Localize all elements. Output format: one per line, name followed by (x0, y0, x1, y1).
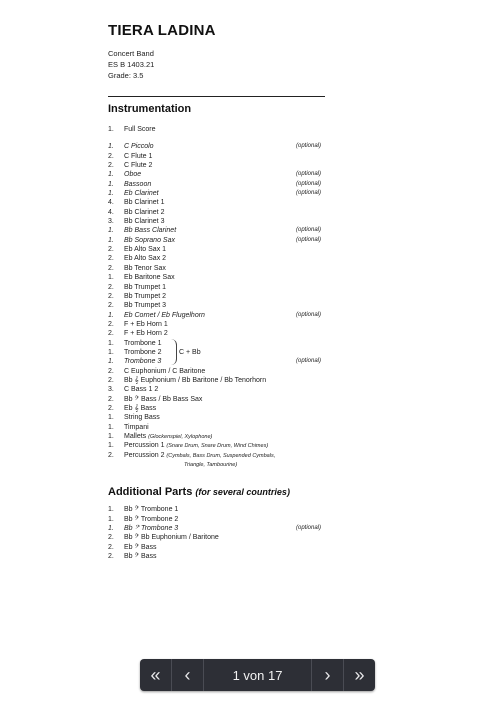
part-row (108, 301, 338, 310)
part-name-cell (124, 320, 168, 329)
part-row (108, 311, 338, 320)
optional-label: (optional) (296, 190, 322, 197)
part-row (108, 357, 338, 366)
trombone-key-label: C + Bb (179, 348, 201, 356)
part-name: Bb Trumpet 1 (124, 283, 167, 291)
instrumentation-heading: Instrumentation (108, 103, 192, 115)
part-name: Eb Clarinet (124, 190, 159, 198)
part-count: 1. (108, 414, 114, 422)
first-page-button[interactable] (140, 659, 172, 691)
chevron-right-icon: › (324, 664, 331, 685)
optional-label: (optional) (296, 180, 322, 187)
optional-label: (optional) (296, 143, 322, 150)
part-count: 3. (108, 386, 114, 394)
part-count: 1. (108, 433, 114, 440)
part-count: 1. (108, 180, 114, 188)
part-name-cell (124, 376, 266, 385)
part-name: Bb Bass Clarinet (124, 227, 177, 235)
part-name-cell (124, 460, 237, 470)
optional-label: (optional) (296, 311, 322, 318)
part-name-cell (124, 533, 219, 542)
part-count: 1. (108, 190, 114, 198)
part-row (108, 505, 338, 514)
part-row (108, 395, 338, 404)
part-count: 1. (108, 339, 114, 347)
additional-parts-title: Additional Parts (108, 486, 193, 499)
part-name: Eb Cornet / Eb Flugelhorn (124, 311, 205, 319)
part-name-cell (124, 170, 141, 179)
part-name: F + Eb Horn 2 (124, 330, 168, 338)
part-count: 1. (108, 442, 114, 450)
part-name: Percussion 2 (124, 451, 165, 459)
part-count: 2. (108, 330, 114, 338)
part-name: Bb 𝄢 Bb Euphonium / Baritone (124, 534, 219, 542)
part-count: 1. (108, 274, 114, 282)
part-name: C Flute 2 (124, 162, 153, 170)
part-row (108, 451, 338, 460)
part-count: 2. (108, 255, 114, 263)
part-count: 1. (108, 143, 114, 151)
part-row (108, 385, 338, 394)
meta-catalog-number: ES B 1403.21 (108, 60, 155, 69)
part-row (108, 404, 338, 413)
part-name-cell (124, 367, 205, 376)
part-row (108, 254, 338, 263)
part-name: Trombone 1 (124, 339, 162, 347)
part-name: Bb Tenor Sax (124, 264, 166, 272)
part-row (108, 283, 338, 292)
part-name: Eb Baritone Sax (124, 274, 175, 282)
part-name-cell (124, 385, 158, 394)
part-name-cell (124, 273, 175, 282)
part-row (108, 423, 338, 432)
part-count: 2. (108, 534, 114, 542)
part-name: Trombone 2 (124, 348, 162, 356)
part-name: Oboe (124, 171, 142, 179)
optional-label: (optional) (296, 358, 322, 365)
part-count: 2. (108, 451, 114, 459)
part-row (108, 189, 338, 198)
part-name-cell (124, 339, 161, 348)
part-row (108, 264, 338, 273)
part-row (108, 533, 338, 542)
part-count: 2. (108, 320, 114, 328)
part-name: Bb 𝄢 Bass (124, 553, 157, 561)
part-count: 1. (108, 506, 114, 514)
part-name-cell (124, 423, 149, 432)
part-row (108, 432, 338, 441)
part-name-cell (124, 180, 151, 189)
part-row (108, 441, 338, 450)
part-count: 3. (108, 218, 114, 226)
part-row (108, 515, 338, 524)
part-name-cell (124, 329, 168, 338)
part-name-cell (124, 142, 154, 151)
part-row (108, 292, 338, 301)
part-count: 2. (108, 302, 114, 310)
part-name: Bassoon (124, 180, 152, 188)
part-name-cell (124, 515, 178, 524)
part-count: 2. (108, 152, 114, 160)
part-row (108, 524, 338, 533)
additional-parts-subtitle: (for several countries) (195, 487, 290, 498)
part-name-cell (124, 264, 166, 273)
part-name-cell (124, 292, 166, 301)
part-name-cell (124, 311, 205, 320)
part-row (108, 320, 338, 329)
part-count: 1. (108, 311, 114, 319)
part-name: Bb Clarinet 3 (124, 218, 165, 226)
part-name-cell (124, 254, 166, 263)
last-page-button[interactable] (343, 659, 375, 691)
part-row (108, 367, 338, 376)
part-name: Timpani (124, 423, 149, 431)
page-navigation-bar (140, 659, 375, 691)
part-name: Bb Clarinet 1 (124, 199, 165, 207)
meta-ensemble: Concert Band (108, 49, 154, 58)
part-name: Percussion 1 (124, 442, 165, 450)
part-name: C Piccolo (124, 143, 154, 151)
part-name-cell (124, 505, 178, 514)
part-count: 1. (108, 358, 114, 366)
part-name-cell (124, 161, 152, 170)
part-row (108, 180, 338, 189)
title-divider (108, 96, 325, 97)
part-count: 2. (108, 246, 114, 254)
part-count: 1. (108, 236, 114, 244)
part-detail: Triangle, Tambourine) (184, 462, 238, 469)
part-row (108, 543, 338, 552)
part-name: Bb Trumpet 2 (124, 292, 167, 300)
part-row (108, 245, 338, 254)
page-indicator: 1 von 17 (232, 667, 283, 683)
part-name: Bb 𝄢 Bass / Bb Bass Sax (124, 395, 203, 403)
part-name-cell (124, 395, 202, 404)
double-chevron-right-icon: » (354, 664, 365, 685)
part-row (108, 170, 338, 179)
part-count: 1. (108, 515, 114, 523)
part-name-cell (124, 245, 166, 254)
optional-label: (optional) (296, 236, 322, 243)
part-row (108, 208, 338, 217)
part-name-cell (124, 552, 157, 561)
part-count: 2. (108, 292, 114, 300)
part-count: 2. (108, 404, 114, 412)
optional-label: (optional) (296, 227, 322, 234)
part-name: Trombone 3 (124, 358, 162, 366)
part-detail: (Glockenspiel, Xylophone) (148, 434, 213, 440)
part-count: 4. (108, 199, 114, 207)
part-detail: (Cymbals, Bass Drum, Suspended Cymbals, (166, 452, 276, 459)
part-name: Bb 𝄢 Trombone 2 (124, 515, 179, 523)
part-name-cell (124, 208, 164, 217)
part-name-cell (124, 404, 156, 413)
part-row (108, 413, 338, 422)
part-row (108, 142, 338, 151)
part-name-cell (124, 217, 164, 226)
part-name-cell (124, 348, 161, 357)
part-name: C Bass 1 2 (124, 386, 159, 394)
instrumentation-list (108, 142, 338, 469)
part-name: Eb Alto Sax 2 (124, 255, 167, 263)
part-name-cell (124, 283, 166, 292)
part-count: 1. (108, 525, 114, 533)
part-count: 2. (108, 283, 114, 291)
part-name: Bb 𝄢 Trombone 3 (124, 525, 179, 533)
part-name: Bb Trumpet 3 (124, 302, 167, 310)
full-score-row (108, 125, 338, 134)
part-row (108, 152, 338, 161)
part-row (108, 329, 338, 338)
part-count: 1. (108, 423, 114, 431)
part-count: 2. (108, 395, 114, 403)
part-name: Bb 𝄢 Trombone 1 (124, 506, 179, 514)
part-name: Eb Alto Sax 1 (124, 246, 167, 254)
part-name: Eb 𝄢 Bass (124, 543, 157, 551)
part-name-cell (124, 226, 176, 235)
part-name: String Bass (124, 414, 160, 422)
part-row (108, 376, 338, 385)
part-name-cell (124, 301, 166, 310)
optional-label: (optional) (296, 171, 322, 178)
next-page-button[interactable] (311, 659, 343, 691)
part-name-cell (124, 543, 157, 552)
additional-parts-list (108, 505, 338, 561)
part-name-cell (124, 357, 161, 366)
part-row (108, 552, 338, 561)
part-name: F + Eb Horn 1 (124, 320, 168, 328)
double-chevron-left-icon: « (150, 664, 161, 685)
part-row (108, 348, 338, 357)
part-name: Mallets (124, 433, 147, 440)
part-name: C Euphonium / C Baritone (124, 367, 206, 375)
optional-label: (optional) (296, 525, 322, 532)
part-name: Bb 𝄞 Euphonium / Bb Baritone / Bb Tenorhorn (124, 376, 267, 384)
part-name-cell (124, 413, 160, 422)
part-row (108, 161, 338, 170)
part-count: 1. (108, 348, 114, 356)
chevron-left-icon: ‹ (184, 664, 191, 685)
part-detail: (Snare Drum, Snare Drum, Wind Chimes) (166, 443, 269, 450)
part-count: 1. (108, 227, 114, 235)
part-name-cell (124, 236, 175, 245)
part-name: Bb Soprano Sax (124, 236, 175, 244)
part-count: 2. (108, 162, 114, 170)
part-count: 4. (108, 208, 114, 216)
part-count: 2. (108, 264, 114, 272)
part-count: 2. (108, 543, 114, 551)
part-name: Eb 𝄞 Bass (124, 404, 157, 412)
part-row (108, 217, 338, 226)
previous-page-button[interactable] (172, 659, 204, 691)
part-count: 2. (108, 553, 114, 561)
additional-parts-heading (108, 486, 338, 498)
part-row (108, 460, 338, 469)
part-count: 2. (108, 376, 114, 384)
part-count: 2. (108, 367, 114, 375)
part-count: 1. (108, 171, 114, 179)
part-row (108, 236, 338, 245)
part-name-cell (124, 152, 152, 161)
part-count: 1. (108, 126, 114, 133)
part-name: Full Score (124, 126, 156, 133)
part-row (108, 198, 338, 207)
document-title: TIERA LADINA (108, 22, 216, 39)
score-page (108, 22, 338, 561)
part-name: Bb Clarinet 2 (124, 208, 165, 216)
part-row (108, 226, 338, 235)
part-name-cell (124, 198, 164, 207)
part-row (108, 273, 338, 282)
part-name-cell (124, 189, 159, 198)
part-name-cell (124, 524, 178, 533)
meta-grade: Grade: 3.5 (108, 71, 144, 80)
part-name: C Flute 1 (124, 152, 153, 160)
